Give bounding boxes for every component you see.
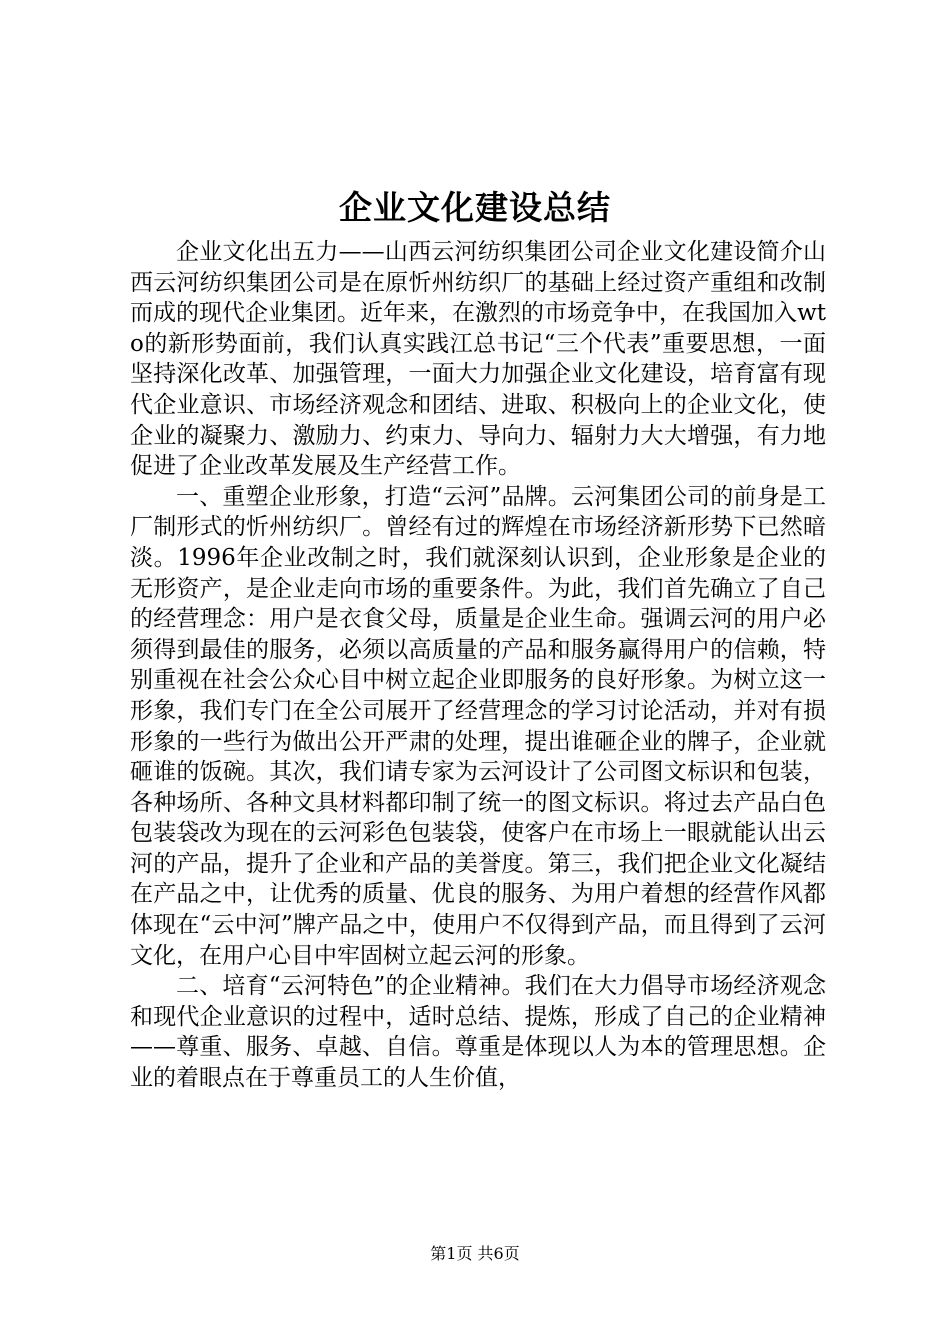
document-body	[130, 237, 826, 1094]
paragraph-intro: 企业文化出五力——山西云河纺织集团公司企业文化建设简介山西云河纺织集团公司是在原忻州纺织厂的基础上经过资产重组和改制而成的现代企业集团。近年来，在激烈的市场竞争中，在我国加入wto的新形势面前，我们认真实践江总书记“三个代表”重要思想，一面坚持深化改革、加强管理，一面大力加强企业文化建设，培育富有现代企业意识、市场经济观念和团结、进取、积极向上的企业文化，使企业的凝聚力、激励力、约束力、导向力、辐射力大大增强，有力地促进了企业改革发展及生产经营工作。	[130, 239, 826, 480]
paragraph-section-1: 一、重塑企业形象，打造“云河”品牌。云河集团公司的前身是工厂制形式的忻州纺织厂。曾经有过的辉煌在市场经济新形势下已然暗淡。1996年企业改制之时，我们就深刻认识到，企业形象是企业的无形资产，是企业走向市场的重要条件。为此，我们首先确立了自己的经营理念：用户是衣食父母，质量是企业生命。强调云河的用户必须得到最佳的服务，必须以高质量的产品和服务赢得用户的信赖，特别重视在社会公众心目中树立起企业即服务的良好形象。为树立这一形象，我们专门在全公司展开了经营理念的学习讨论活动，并对有损形象的一些行为做出公开严肃的处理，提出谁砸企业的牌子，企业就砸谁的饭碗。其次，我们请专家为云河设计了公司图文标识和包装，各种场所、各种文具材料都印制了统一的图文标识。将过去产品白色包装袋改为现在的云河彩色包装袋，使客户在市场上一眼就能认出云河的产品，提升了企业和产品的美誉度。第三，我们把企业文化凝结在产品之中，让优秀的质量、优良的服务、为用户着想的经营作风都体现在“云中河”牌产品之中，使用户不仅得到产品，而且得到了云河文化，在用户心目中牢固树立起云河的形象。	[130, 483, 826, 969]
paragraph-section-2: 二、培育“云河特色”的企业精神。我们在大力倡导市场经济观念和现代企业意识的过程中，适时总结、提炼，形成了自己的企业精神——尊重、服务、卓越、自信。尊重是体现以人为本的管理思想。企业的着眼点在于尊重员工的人生价值，	[130, 973, 826, 1092]
page-footer: 第1页 共6页	[430, 1244, 520, 1263]
document-title: 企业文化建设总结	[339, 188, 611, 227]
